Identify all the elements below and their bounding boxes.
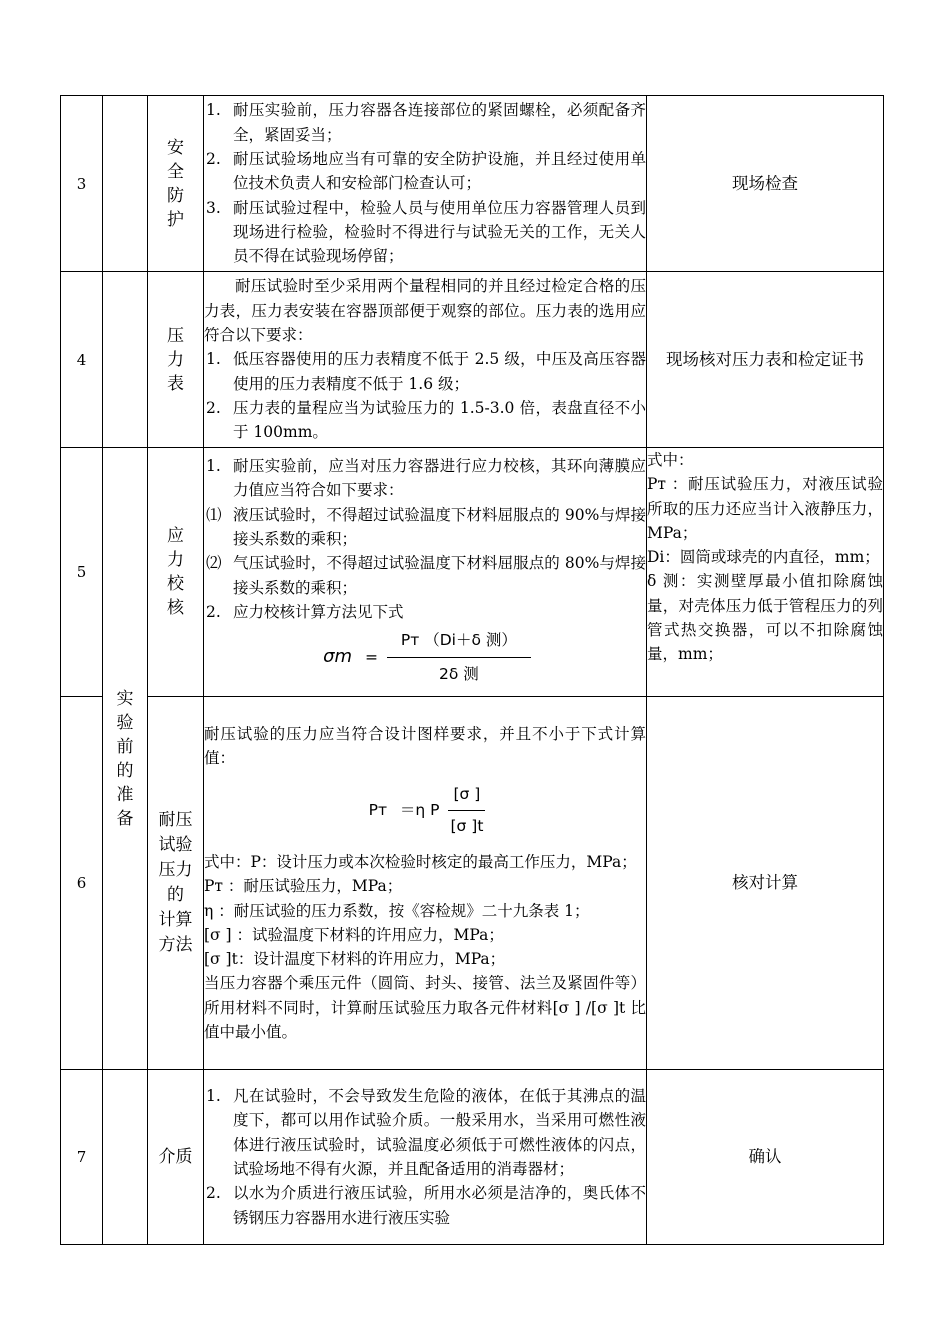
stress-formula — [204, 628, 646, 686]
note-line: 式中： — [647, 451, 694, 469]
formula-equals: ＝η P — [399, 800, 440, 819]
item-name: 压 力 表 — [148, 272, 204, 448]
list-item: 2. 耐压试验场地应当有可靠的安全防护设施，并且经过使用单位技术负责人和安检部门检查认可； — [206, 150, 646, 193]
table-row — [61, 697, 884, 1070]
note-line: δ 测：实测壁厚最小值扣除腐蚀量，对壳体压力低于管程压力的列管式热交换器，可以不扣除腐蚀量，mm； — [647, 572, 883, 664]
table-row — [61, 448, 884, 697]
item-name: 安 全 防 护 — [148, 96, 204, 272]
section-label: 实 验 前 的 准 备 — [103, 448, 148, 1070]
formula-numerator: Pт （Di＋δ 测） — [387, 628, 531, 657]
formula-lhs: σm — [323, 645, 353, 667]
formula-denominator: 2δ 测 — [439, 664, 479, 683]
pressure-formula — [204, 782, 646, 838]
row-number: 4 — [61, 272, 103, 448]
list-item: 1. 耐压实验前，压力容器各连接部位的紧固螺栓，必须配备齐全，紧固妥当； — [206, 101, 646, 144]
list-item: 3. 耐压试验过程中，检验人员与使用单位压力容器管理人员到现场进行检验，检验时不得进行与试验无关的工作，无关人员不得在试验现场停留； — [206, 198, 646, 266]
definition-line: [σ ] ：试验温度下材料的许用应力，MPa； — [204, 925, 504, 944]
requirement-content — [204, 1070, 647, 1245]
requirement-content — [204, 697, 647, 1070]
requirement-content — [204, 96, 647, 272]
intro-text: 耐压试验的压力应当符合设计图样要求，并且不小于下式计算值： — [204, 724, 646, 768]
list-item: ⑴ 液压试验时，不得超过试验温度下材料屈服点的 90%与焊接接头系数的乘积； — [206, 505, 646, 549]
note-line: Di：圆筒或球壳的内直径，mm； — [647, 548, 880, 567]
item-name: 耐压 试验 压力 的 计算 方法 — [148, 697, 204, 1070]
table-row — [61, 96, 884, 272]
definition-line: η ：耐压试验的压力系数，按《容检规》二十九条表 1； — [204, 901, 590, 920]
definition-line: 式中：P：设计压力或本次检验时核定的最高工作压力，MPa； — [204, 852, 637, 871]
row-number: 6 — [61, 697, 103, 1070]
table-row — [61, 272, 884, 448]
item-name: 应 力 校 核 — [148, 448, 204, 697]
list-item: 2. 以水为介质进行液压试验，所用水必须是洁净的，奥氏体不锈钢压力容器用水进行液压实验 — [206, 1184, 646, 1227]
list-item: ⑵ 气压试验时，不得超过试验温度下材料屈服点的 80%与焊接接头系数的乘积； — [206, 554, 646, 597]
inspection-table — [60, 95, 884, 1245]
list-item: 2. 应力校核计算方法见下式 — [206, 602, 404, 621]
formula-numerator: [σ ] — [448, 782, 485, 810]
formula-lhs: Pт — [368, 800, 387, 819]
notes-cell — [647, 448, 884, 697]
section-cell-empty — [103, 1070, 148, 1245]
requirement-content — [204, 448, 647, 697]
formula-fraction — [448, 782, 485, 838]
formula-denominator: [σ ]t — [450, 816, 484, 835]
verification-method: 现场核对压力表和检定证书 — [647, 272, 884, 448]
formula-fraction — [387, 628, 531, 686]
definition-line: [σ ]t：设计温度下材料的许用应力，MPa； — [204, 950, 506, 969]
definition-line: 当压力容器个乘压元件（圆筒、封头、接管、法兰及紧固件等）所用材料不同时，计算耐压试验压力取各元件材料[σ ] /[σ ]t 比值中最小值。 — [204, 974, 646, 1041]
row-number: 7 — [61, 1070, 103, 1245]
section-cell-empty — [103, 96, 148, 272]
list-item: 1. 凡在试验时，不会导致发生危险的液体，在低于其沸点的温度下，都可以用作试验介质。一般采用水，当采用可燃性液体进行液压试验时，试验温度必须低于可燃性液体的闪点，试验场地不得有火源，并且配备适用的消毒器材； — [206, 1087, 646, 1178]
item-name: 介质 — [148, 1070, 204, 1245]
verification-method: 现场检查 — [647, 96, 884, 272]
row-number: 3 — [61, 96, 103, 272]
requirement-content — [204, 272, 647, 448]
table-row — [61, 1070, 884, 1245]
list-item: 2. 压力表的量程应当为试验压力的 1.5-3.0 倍，表盘直径不小于 100mm。 — [206, 398, 646, 442]
verification-method: 确认 — [647, 1070, 884, 1245]
section-cell-empty — [103, 272, 148, 448]
list-item: 1. 耐压实验前，应当对压力容器进行应力校核，其环向薄膜应力值应当符合如下要求： — [206, 457, 646, 500]
note-line: Pт ：耐压试验压力，对液压试验所取的压力还应当计入液静压力，MPa； — [647, 475, 883, 542]
verification-method: 核对计算 — [647, 697, 884, 1070]
row-number: 5 — [61, 448, 103, 697]
definition-line: Pт ：耐压试验压力，MPa； — [204, 877, 403, 896]
formula-equals: = — [364, 647, 378, 666]
list-item: 1. 低压容器使用的压力表精度不低于 2.5 级，中压及高压容器使用的压力表精度不低于 1.6 级； — [206, 350, 646, 393]
intro-text: 耐压试验时至少采用两个量程相同的并且经过检定合格的压力表，压力表安装在容器顶部便于观察的部位。压力表的选用应符合以下要求： — [204, 277, 646, 345]
